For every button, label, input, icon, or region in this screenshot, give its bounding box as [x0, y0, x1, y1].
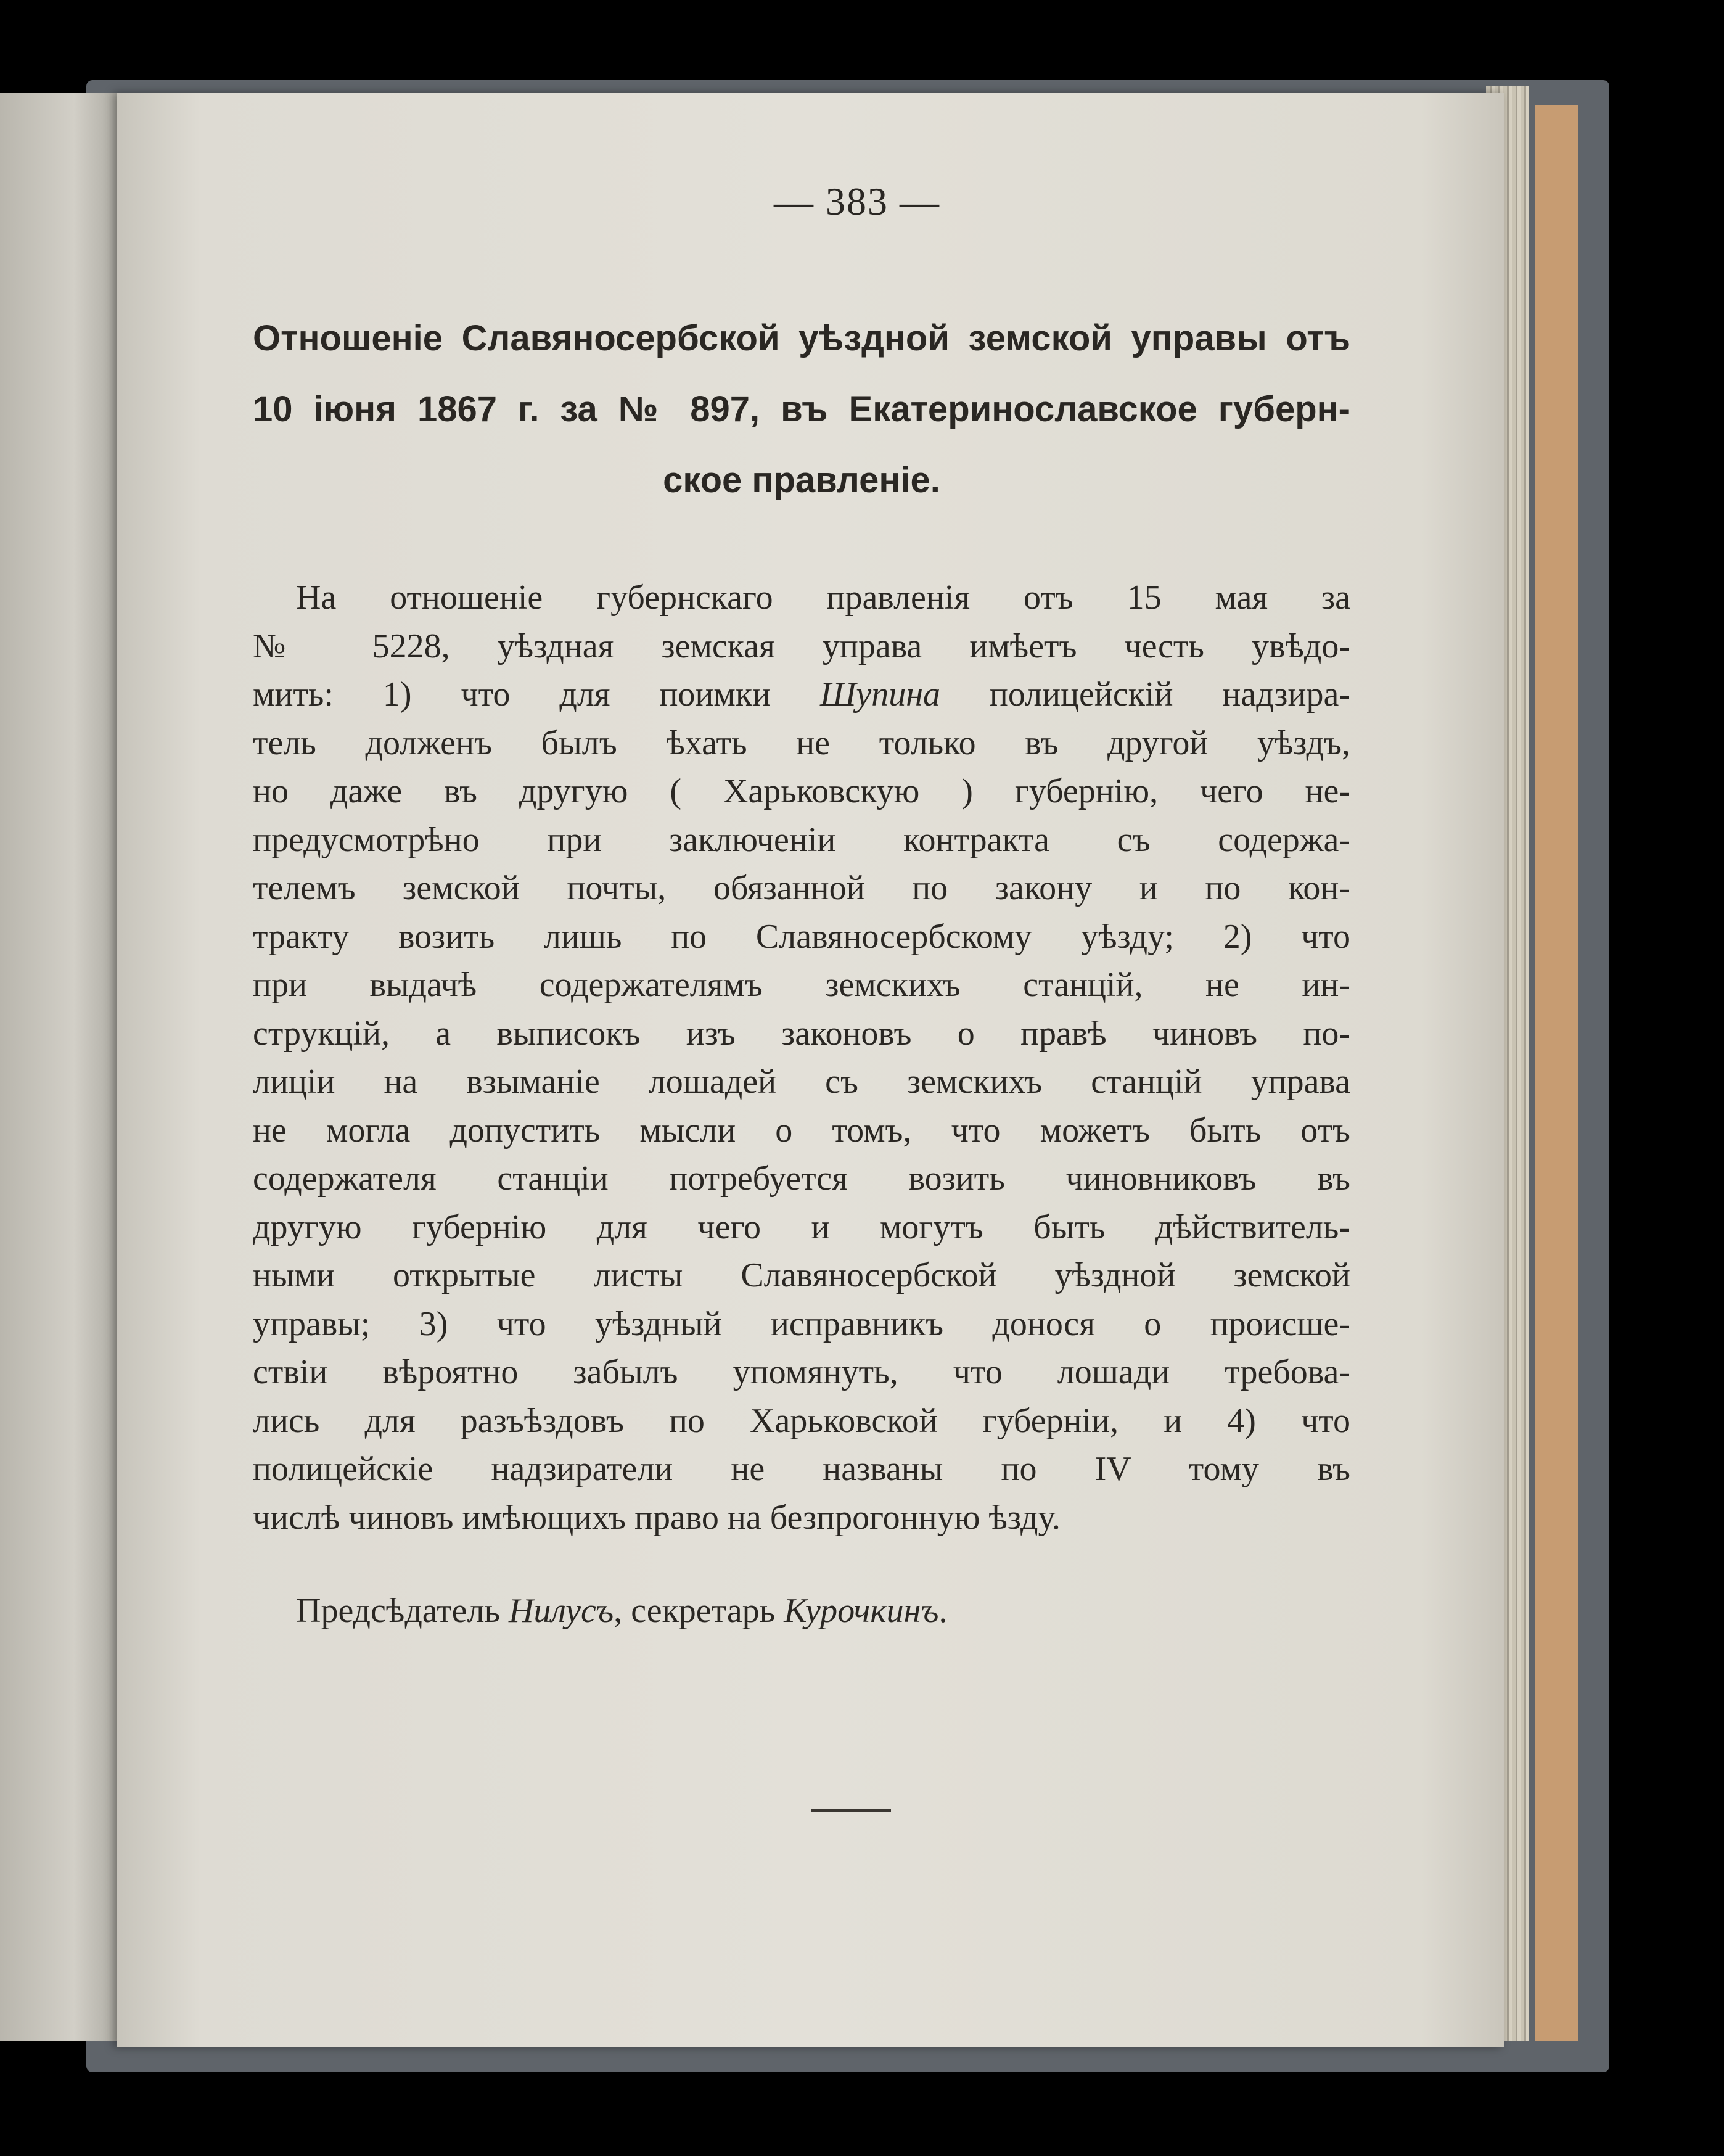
book-page	[117, 93, 1504, 2047]
body-line: не могла допустить мысли о томъ, что можетъ быть отъ	[253, 1111, 1350, 1150]
chairman-name: Нилусъ	[509, 1592, 614, 1630]
body-line: струкцій, а выписокъ изъ законовъ о правѣ чиновъ по-	[253, 1014, 1350, 1053]
body-line: тракту возить лишь по Славяносербскому уѣзду; 2) что	[253, 917, 1350, 956]
italic-name: Шупина	[819, 675, 940, 714]
body-line: лиціи на взыманіе лошадей съ земскихъ станцій управа	[253, 1063, 1350, 1101]
body-line: при выдачѣ содержателямъ земскихъ станцій, не ин-	[253, 966, 1350, 1004]
body-line: содержателя станціи потребуется возить чиновниковъ въ	[253, 1159, 1350, 1198]
body-line: другую губернію для чего и могутъ быть дѣйствитель-	[253, 1208, 1350, 1246]
body-text	[253, 574, 1350, 1542]
secretary-name: Курочкинъ	[784, 1592, 939, 1630]
body-line: тель долженъ былъ ѣхать не только въ другой уѣздъ,	[253, 723, 1350, 762]
signature-line: Предсѣдатель Нилусъ, секретарь Курочкинъ.	[296, 1592, 948, 1630]
body-line: лись для разъѣздовъ по Харьковской губерніи, и 4) что	[253, 1401, 1350, 1440]
body-line: но даже въ другую ( Харьковскую ) губернію, чего не-	[253, 772, 1350, 810]
body-line: управы; 3) что уѣздный исправникъ донося о происше-	[253, 1304, 1350, 1343]
page-number: — 383 —	[774, 179, 940, 223]
body-line: На отношеніе губернскаго правленія отъ 15 мая за	[296, 578, 1350, 617]
body-line: ствіи вѣроятно забылъ упомянуть, что лошади требова-	[253, 1353, 1350, 1391]
endpaper-edge	[1535, 105, 1578, 2041]
body-line: числѣ чиновъ имѣющихъ право на безпрогонную ѣзду.	[253, 1498, 1061, 1537]
body-line: полицейскіе надзиратели не названы по IV тому въ	[253, 1450, 1350, 1488]
body-line: ными открытые листы Славяносербской уѣздной земской	[253, 1256, 1350, 1294]
heading-line-3: ское правленіе.	[663, 460, 940, 500]
heading-line-1: Отношеніе Славяносербской уѣздной земской управы отъ	[253, 318, 1350, 358]
body-line: № 5228, уѣздная земская управа имѣетъ честь увѣдо-	[253, 627, 1350, 665]
body-line: предусмотрѣно при заключеніи контракта съ содержа-	[253, 820, 1350, 859]
closing-rule	[811, 1809, 891, 1812]
body-line: телемъ земской почты, обязанной по закону и по кон-	[253, 869, 1350, 907]
heading-line-2: 10 іюня 1867 г. за № 897, въ Екатеринославское губерн-	[253, 389, 1350, 429]
left-facing-page	[0, 93, 123, 2041]
body-line: мить: 1) что для поимки Шупина полицейскій надзира-	[253, 675, 1350, 714]
